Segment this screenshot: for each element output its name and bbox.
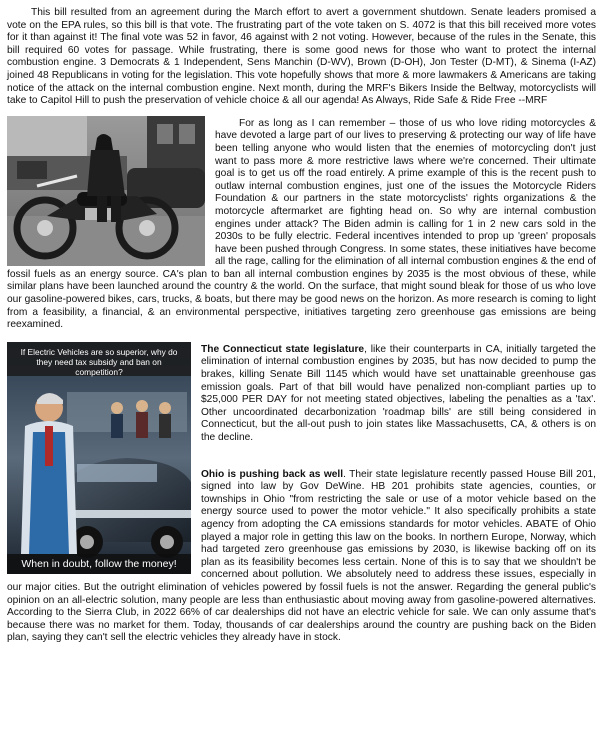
connecticut-text: , like their counterparts in CA, initially targeted the elimination of internal combustion engines by 2035, but has now decided to pump the brakes, killing Senate Bill 1145 which would have set unattainable greenhouse gas emission goals. Part of that bill would have penalized non-compliant parties up to $25,000 PER DAY for not meeting stated objectives, labeling the penalties as a 'tax'. Other uncoordinated decarbonization 'roadmap bills' are still being considered in Connecticut, but the all-out push to join states like Massachusetts, CA, & others is on the decline. [201, 343, 596, 443]
history-paragraph: For as long as I can remember – those of us who love riding motorcycles & have devoted a large part of our lives to preserving & protecting our way of life have been telling anyone who would listen that the enemies of motorcycling don't just want to pass more & more restrictive laws where we're concerned. Their ultimate goal is to get us off the road entirely. A prime example of this is the recent push to outlaw internal combustion engines, just one of the issues the Motorcycle Riders Foundation & our partners in the state motorcyclists' rights organizations & the motorcycle aftermarket are fighting head on. So why are internal combustion engines under attack? The Biden admin is calling for 1 in 2 new cars sold in the 2030s to be fully electric. Federal incentives intended to prop up 'green' proposals have been pushed through Congress. In some states, these initiatives have become all the rage, calling for the elimination of all internal combustion engines & the end of fossil fuels as an energy source. CA's plan to ban all internal combustion engines by 2035 is the most obvious of these, while similar plans have been launched around the country & the world. On the surface, that might sound bleak for those of us who love our gasoline-powered bikes, cars, trucks, & boats, but there may be good news on the horizon. As more research is coming to light from a feasibility, a financial, & an environmental perspective, initiatives targeting zero greenhouse gas emissions are being reexamined. [7, 117, 596, 331]
electric-vehicle-cartoon [7, 342, 191, 574]
vintage-motorcycle-photo [7, 116, 205, 266]
intro-paragraph: This bill resulted from an agreement during the March effort to avert a government shutdown. Senate leaders promised a vote on the EPA rules, so this bill is that vote. The frustrating part of the vote taken on S. 4072 is that this bill received more votes for it than against it! The final vote was 52 in favor, 46 against with 2 not voting. However, because of the rules in the Senate, this bill required 60 votes for passage. While frustrating, there is some good news for those who want to protect the internal combustion engine. 3 Democrats & 1 Independent, Sens Manchin (D-WV), Brown (D-OH), Jon Tester (D-MT), & Sinema (I-AZ) joined 48 Republicans in voting for the legislation. This vote hopefully shows that more & more lawmakers & Americans are taking notice of the attack on the internal combustion engine. Next month, during the MRF's Bikers Inside the Beltway, motorcyclists will take to Capitol Hill to push the preservation of vehicle choice & all our agenda! As Always, Ride Safe & Ride Free --MRF [7, 7, 596, 107]
ohio-text: . Their state legislature recently passed House Bill 201, signed into law by Gov DeWine. HB 201 prohibits state agencies, counties, or townships in Ohio "from restricting the sale or use of a motor vehicle based on the energy source used to power the motor vehicle." It also specifically prohibits a state agency from adopting the CA emissions standards for motor vehicles. ABATE of Ohio played a major role in getting this law on the books. In northern Europe, Norway, which had targeted zero greenhouse gas emissions by 2030, is likewise backing off on its plan as its feasibility becomes less certain. None of this is to say that we shouldn't be concerned about pollution. We absolutely need to address these issues, especially in our major cities. But the outright elimination of vehicles powered by fossil fuels is not the answer. Regarding the general public's opinion on an all-electric solution, many people are less than enthusiastic about moving away from gasoline-powered alternatives. According to the Sierra Club, in 2022 66% of car dealerships did not have an electric vehicle for sale. We can only assume that's because there was no market for them. Today, thousands of car dealerships around the country are pushing back on the Biden plan, saying they can't sell the electric vehicles they already have in stock. [7, 468, 597, 644]
image-caption-bottom: When in doubt, follow the money! [21, 557, 177, 570]
image-caption-top: If Electric Vehicles are so superior, why do they need tax subsidy and ban on competition? [20, 346, 178, 377]
ohio-lead: Ohio is pushing back as well [201, 468, 344, 480]
motorcycle-rider-image [7, 116, 205, 266]
connecticut-lead: The Connecticut state legislature [201, 343, 365, 355]
